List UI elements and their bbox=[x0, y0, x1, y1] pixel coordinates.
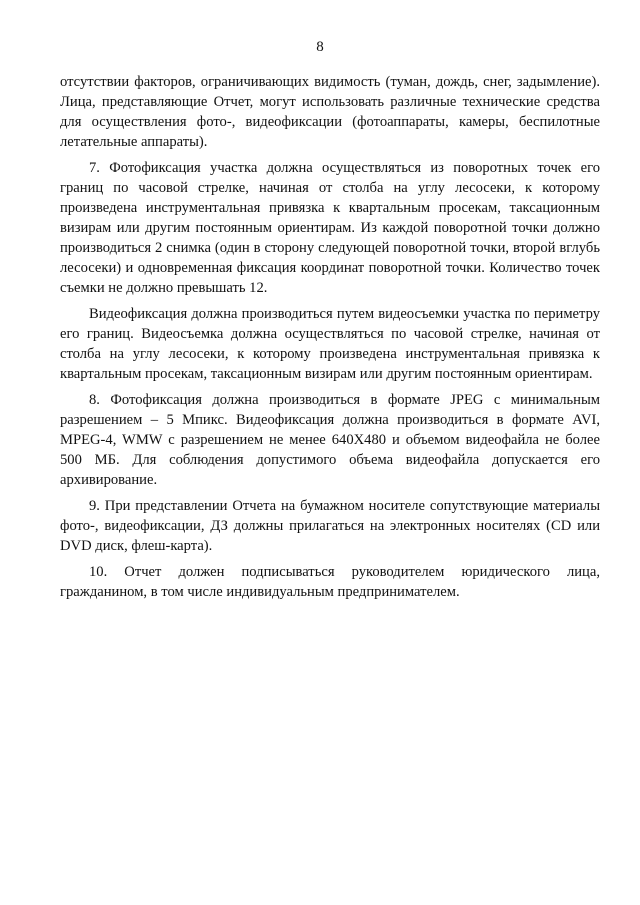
document-body bbox=[60, 72, 600, 608]
paragraph-item-8-formats: 8. Фотофиксация должна производиться в формате JPEG с минимальным разрешением – 5 Мпикс. Видеофиксация должна производиться в формате AVI, MPEG-4, WMW с разрешением не менее 640X480 и объемом видеофайла не более 500 МБ. Для соблюдения допустимого объема видеофайла допускается его архивирование. bbox=[60, 392, 600, 488]
paragraph-visibility-continuation: отсутствии факторов, ограничивающих видимость (туман, дождь, снег, задымление). Лица, представляющие Отчет, могут использовать различные технические средства для осуществления фото-, видеофиксации (фотоаппараты, камеры, беспилотные летательные аппараты). bbox=[60, 74, 600, 150]
page-number: 8 bbox=[316, 39, 324, 55]
paragraph-item-9-electronic-media: 9. При представлении Отчета на бумажном носителе сопутствующие материалы фото-, видеофиксации, ДЗ должны прилагаться на электронных носителях (CD или DVD диск, флеш-карта). bbox=[60, 498, 600, 554]
paragraph-item-10-signature: 10. Отчет должен подписываться руководителем юридического лица, гражданином, в том числе индивидуальным предпринимателем. bbox=[60, 564, 600, 600]
paragraph-videofixation: Видеофиксация должна производиться путем видеосъемки участка по периметру его границ. Видеосъемка должна осуществляться по часовой стрелке, начиная от столба на углу лесосеки, к которому произведена инструментальная привязка к квартальным просекам, таксационным визирам или другим постоянным ориентирам. bbox=[60, 306, 600, 382]
paragraph-item-7-photofixation: 7. Фотофиксация участка должна осуществляться из поворотных точек его границ по часовой стрелке, начиная от столба на углу лесосеки, к которому произведена инструментальная привязка к квартальным просекам, таксационным визирам или другим постоянным ориентирам. Из каждой поворотной точки должно производиться 2 снимка (один в сторону следующей поворотной точки, второй вглубь лесосеки) и одновременная фиксация координат поворотной точки. Количество точек съемки не должно превышать 12. bbox=[60, 160, 600, 296]
